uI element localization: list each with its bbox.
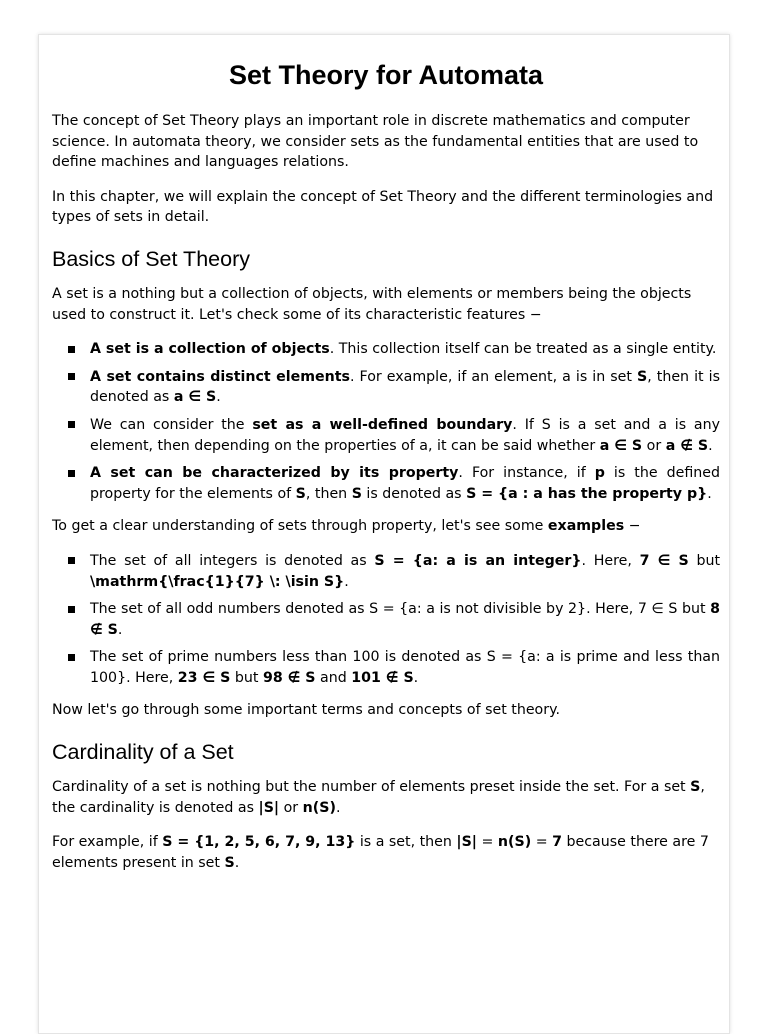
cardinality-paragraph-1: Cardinality of a set is nothing but the number of elements preset inside the set. For a set S, the cardinality is denoted as |S| or n(S). (52, 779, 705, 816)
square-bullet-icon (68, 421, 75, 428)
features-list (52, 339, 720, 504)
square-bullet-icon (68, 373, 75, 380)
closing-paragraph: Now let's go through some important terms and concepts of set theory. (52, 702, 560, 719)
list-item: A set is a collection of objects. This collection itself can be treated as a single entity. (52, 339, 720, 360)
list-item: We can consider the set as a well-defined boundary. If S is a set and a is any element, then depending on the properties of a, it can be said whether a ∈ S or a ∉ S. (52, 415, 720, 456)
square-bullet-icon (68, 606, 75, 613)
document-page (38, 34, 730, 1034)
square-bullet-icon (68, 654, 75, 661)
basics-paragraph: A set is a nothing but a collection of objects, with elements or members being the objects used to construct it. Let's check some of its characteristic features − (52, 285, 692, 323)
square-bullet-icon (68, 346, 75, 353)
list-item: The set of prime numbers less than 100 is denoted as S = {a: a is prime and less than 100}. Here, 23 ∈ S but 98 ∉ S and 101 ∉ S. (52, 647, 720, 688)
list-item: A set contains distinct elements. For example, if an element, a is in set S, then it is denoted as a ∈ S. (52, 367, 720, 408)
list-item: The set of all integers is denoted as S = {a: a is an integer}. Here, 7 ∈ S but \mathrm{\frac{1}{7} \: \isin S}. (52, 551, 720, 592)
examples-intro: To get a clear understanding of sets through property, let's see some examples − (52, 518, 641, 535)
cardinality-paragraph-2: For example, if S = {1, 2, 5, 6, 7, 9, 13} is a set, then |S| = n(S) = 7 because there are 7 elements present in set S. (52, 834, 709, 871)
list-item: The set of all odd numbers denoted as S = {a: a is not divisible by 2}. Here, 7 ∈ S but 8 ∉ S. (52, 599, 720, 640)
article-body (52, 35, 720, 887)
square-bullet-icon (68, 557, 75, 564)
intro-paragraph-2: In this chapter, we will explain the concept of Set Theory and the different terminologies and types of sets in detail. (52, 188, 714, 226)
section-heading-basics: Basics of Set Theory (52, 246, 250, 271)
examples-list (52, 551, 720, 689)
intro-paragraph-1: The concept of Set Theory plays an important role in discrete mathematics and computer science. In automata theory, we consider sets as the fundamental entities that are used to define machines and languages relations. (52, 113, 699, 171)
section-heading-cardinality: Cardinality of a Set (52, 740, 234, 765)
page-title: Set Theory for Automata (228, 60, 544, 90)
square-bullet-icon (68, 470, 75, 477)
list-item: A set can be characterized by its property. For instance, if p is the defined property for the elements of S, then S is denoted as S = {a : a has the property p}. (52, 463, 720, 504)
